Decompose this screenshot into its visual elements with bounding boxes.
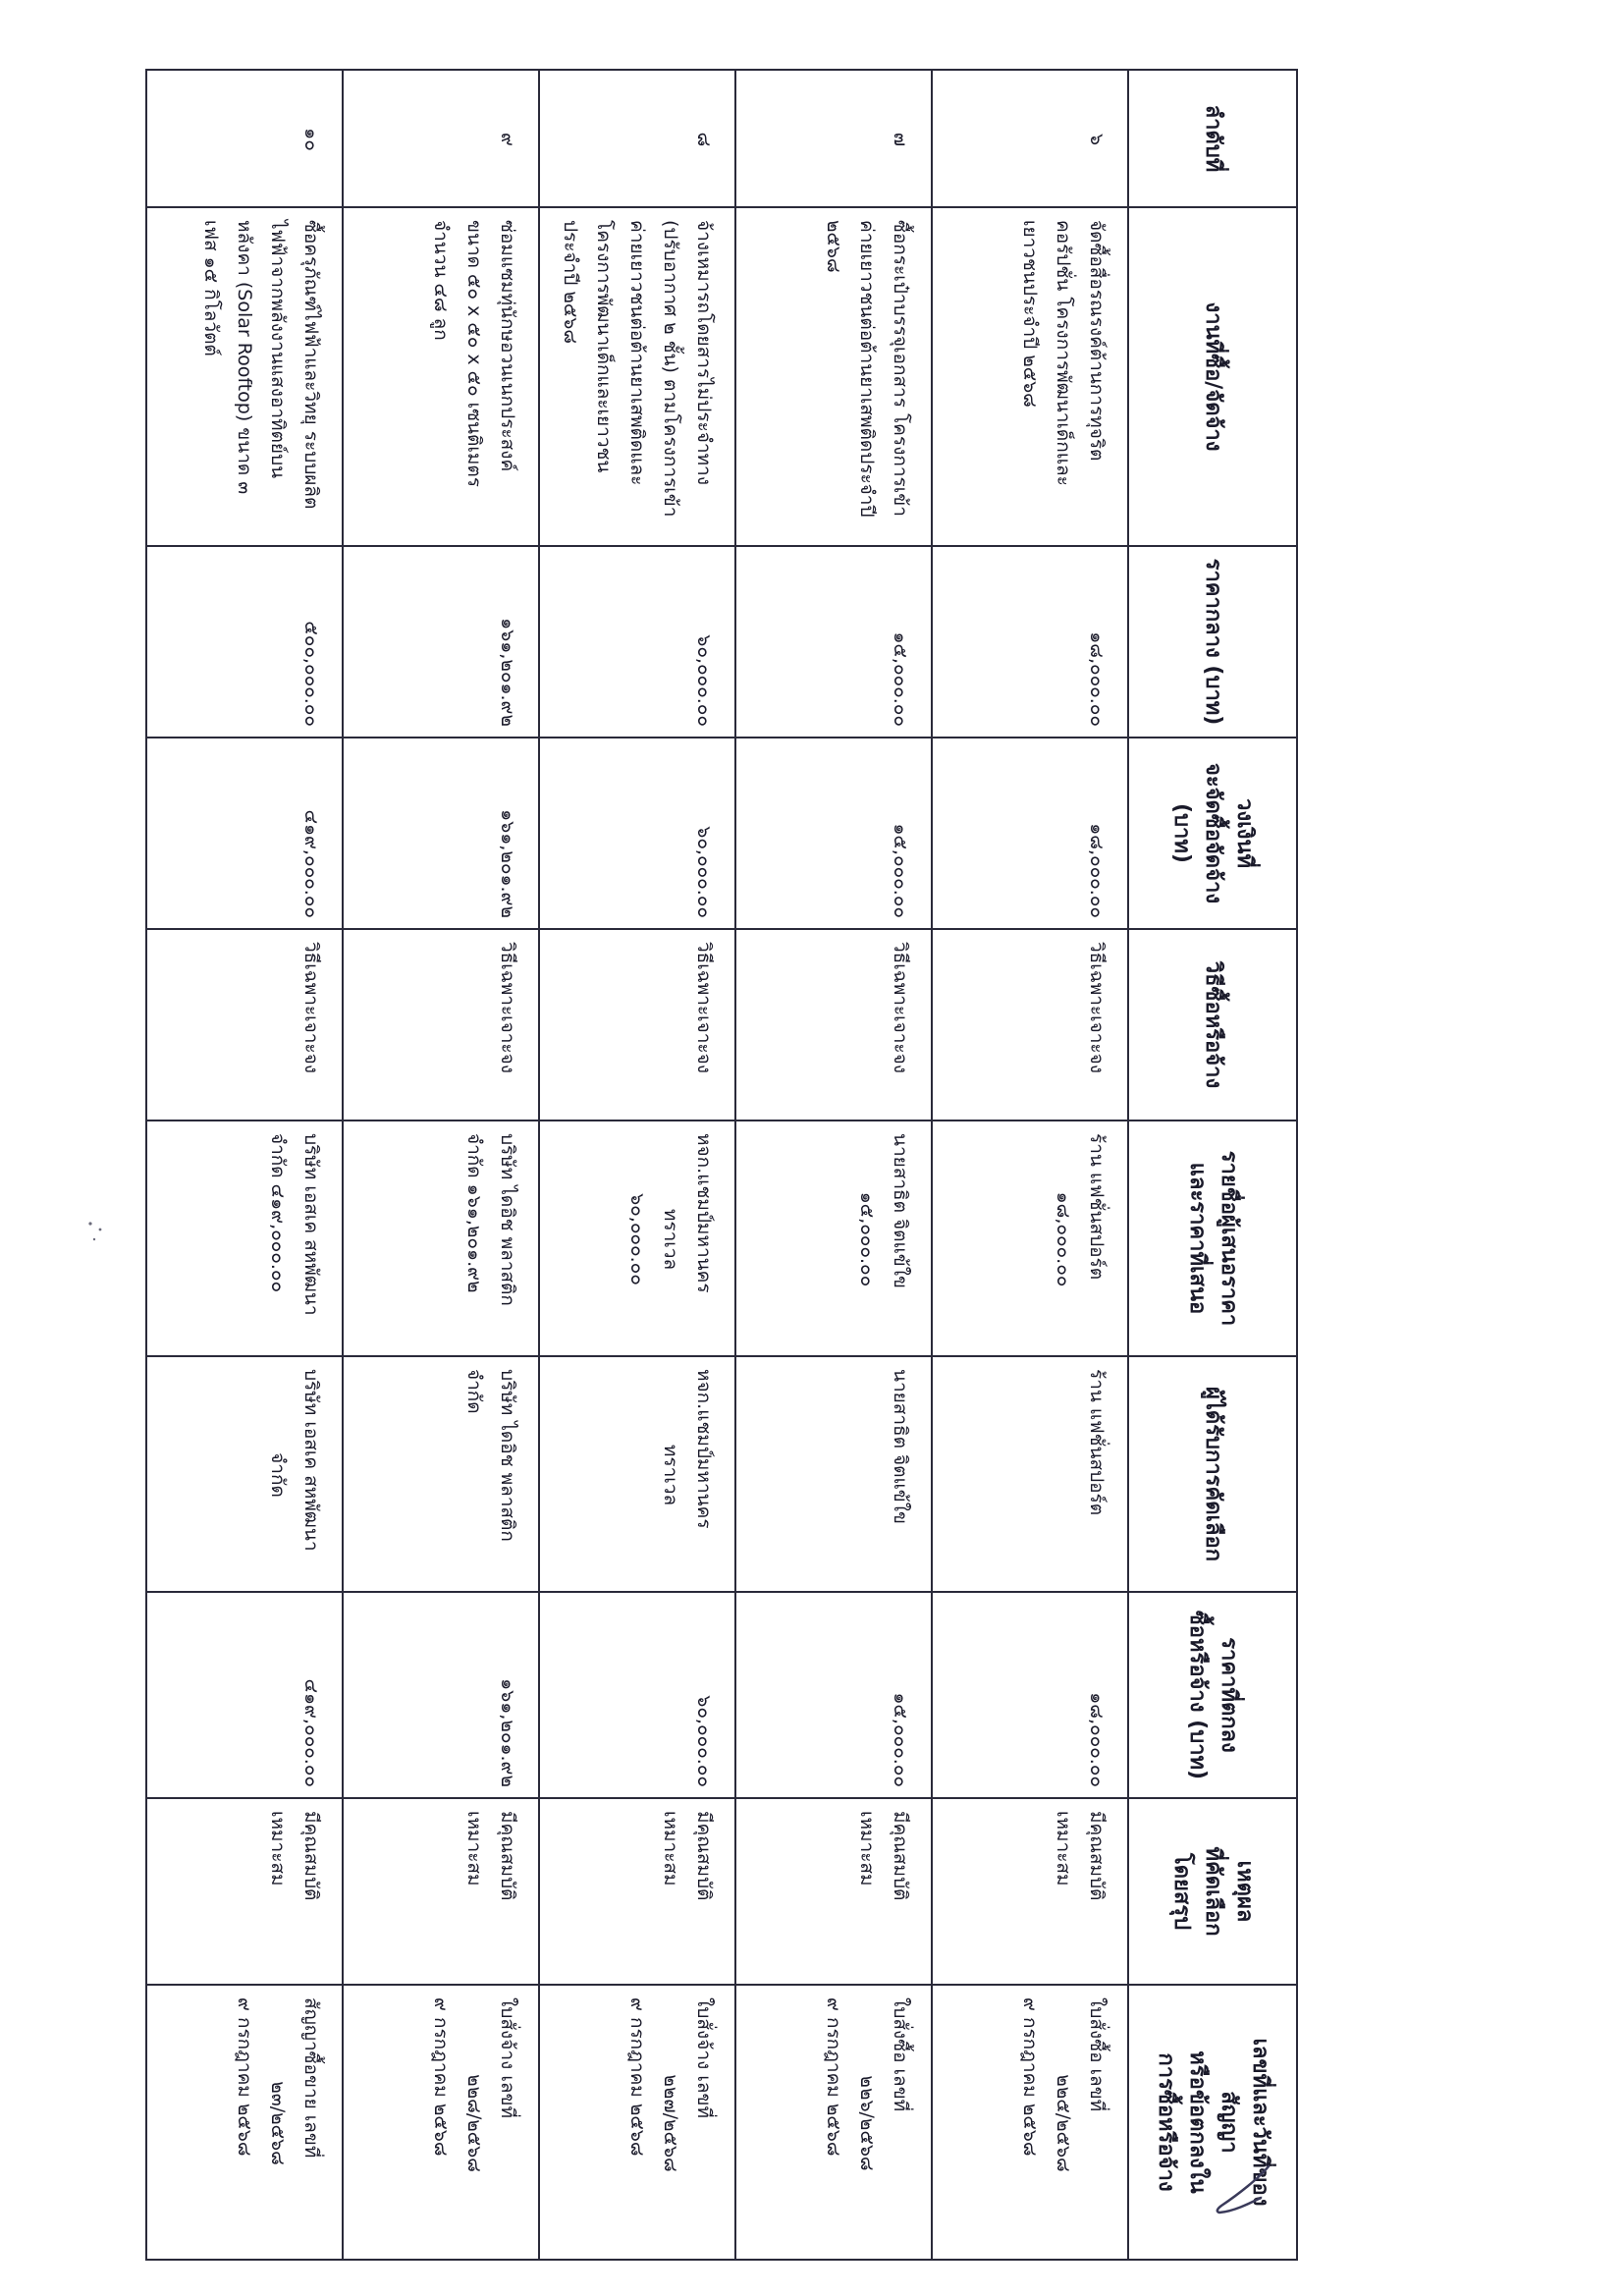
cell-item: ซ่อมแซมทุ่นักษอวนเนกประสงค์ ขนาด ๕๐ x ๕๐ x ๕๐ เซนติเมตร จำนวน ๔๘ ลูก — [343, 207, 539, 546]
cell-budget: ๖๐,๐๐๐.๐๐ — [539, 738, 735, 929]
cell-no: ๘ — [539, 70, 735, 207]
signature-mark-icon — [1210, 2160, 1278, 2219]
cell-no: ๗ — [735, 70, 932, 207]
cell-winner: นายสาธิต จิตแข้ใข — [735, 1356, 932, 1592]
cell-agreed-price: ๑๕,๐๐๐.๐๐ — [735, 1592, 932, 1798]
cell-item: จัดซื้อสื่อรณรงค์ต้านการทุจริต คอรัปชั่น โครงการพัฒนาเด็กและ เยาวชนประจำปี ๒๕๖๘ — [932, 207, 1128, 546]
cell-agreed-price: ๑๖๑,๒๐๑.๙๒ — [343, 1592, 539, 1798]
cell-budget: ๑๖๑,๒๐๑.๙๒ — [343, 738, 539, 929]
cell-reason: มีคุณสมบัติ เหมาะสม — [343, 1798, 539, 1985]
header-reason: เหตุผล ที่คัดเลือก โดยสรุป — [1128, 1798, 1297, 1985]
header-method: วิธีซื้อหรือจ้าง — [1128, 929, 1297, 1121]
cell-reason: มีคุณสมบัติ เหมาะสม — [146, 1798, 343, 1985]
cell-agreed-price: ๖๐,๐๐๐.๐๐ — [539, 1592, 735, 1798]
cell-budget: ๔๑๙,๐๐๐.๐๐ — [146, 738, 343, 929]
cell-contract: สัญญาซื้อขาย เลขที่ ๒๓/๒๕๖๘ ๙ กรกฎาคม ๒๕๖๘ — [146, 1985, 343, 2260]
cell-no: ๖ — [932, 70, 1128, 207]
cell-bidders: บริษัท เอสเค สหพัฒนา จำกัด ๔๑๙,๐๐๐.๐๐ — [146, 1121, 343, 1356]
cell-winner: บริษัท เอสเค สหพัฒนา จำกัด — [146, 1356, 343, 1592]
header-median-price: ราคากลาง (บาท) — [1128, 546, 1297, 738]
cell-agreed-price: ๔๑๙,๐๐๐.๐๐ — [146, 1592, 343, 1798]
table-row — [735, 70, 932, 2260]
procurement-table — [145, 69, 1298, 2261]
cell-method: วิธีเฉพาะเจาะจง — [932, 929, 1128, 1121]
table-header-row — [1128, 70, 1297, 2260]
cell-winner: ร้าน แฟชั่นสปอร์ต — [932, 1356, 1128, 1592]
cell-bidders: บริษัท ไดอิช พลาสติก จำกัด ๑๖๑,๒๐๑.๙๒ — [343, 1121, 539, 1356]
cell-bidders: นายสาธิต จิตแข้ใข ๑๕,๐๐๐.๐๐ — [735, 1121, 932, 1356]
header-contract: เลขที่และวันที่ของ สัญญา หรือข้อตกลงใน การซื้อหรือจ้าง — [1128, 1985, 1297, 2260]
cell-contract: ใบสั่งซื้อ เลขที่ ๒๒๕/๒๕๖๘ ๙ กรกฎาคม ๒๕๖๘ — [932, 1985, 1128, 2260]
header-bidders: รายชื่อผู้เสนอราคา และราคาที่เสนอ — [1128, 1121, 1297, 1356]
cell-bidders: ร้าน แฟชั่นสปอร์ต ๑๘,๐๐๐.๐๐ — [932, 1121, 1128, 1356]
cell-median-price: ๖๐,๐๐๐.๐๐ — [539, 546, 735, 738]
cell-contract: ใบสั่งจ้าง เลขที่ ๒๒๘/๒๕๖๘ ๙ กรกฎาคม ๒๕๖๘ — [343, 1985, 539, 2260]
cell-median-price: ๑๕,๐๐๐.๐๐ — [735, 546, 932, 738]
header-agreed-price: ราคาที่ตกลง ซื้อหรือจ้าง (บาท) — [1128, 1592, 1297, 1798]
table-row — [539, 70, 735, 2260]
cell-reason: มีคุณสมบัติ เหมาะสม — [735, 1798, 932, 1985]
header-item: งานที่ซื้อ/จัดจ้าง — [1128, 207, 1297, 546]
cell-bidders: หจก.แชมป์มหานคร ทราเวล ๖๐,๐๐๐.๐๐ — [539, 1121, 735, 1356]
cell-reason: มีคุณสมบัติ เหมาะสม — [932, 1798, 1128, 1985]
table-row — [932, 70, 1128, 2260]
scan-speck-icon — [84, 1210, 124, 1249]
cell-method: วิธีเฉพาะเจาะจง — [343, 929, 539, 1121]
cell-budget: ๑๘,๐๐๐.๐๐ — [932, 738, 1128, 929]
cell-item: ซื้อกระเป๋าบรรจุเอกสาร โครงการเข้า ค่ายเยาวชนต่อต้านยาเสพติดประจำปี ๒๕๖๘ — [735, 207, 932, 546]
table-row — [146, 70, 343, 2260]
cell-reason: มีคุณสมบัติ เหมาะสม — [539, 1798, 735, 1985]
cell-contract: ใบสั่งซื้อ เลขที่ ๒๒๖/๒๕๖๘ ๙ กรกฎาคม ๒๕๖๘ — [735, 1985, 932, 2260]
cell-item: ซื้อครุภัณฑ์ไฟฟ้าและวิทยุ ระบบผลิต ไฟฟ้าจากพลังงานแสงอาทิตย์บน หลังคา (Solar Rooftop) ขนาด ๓ เฟส ๑๕ กิโลวัตต์ — [146, 207, 343, 546]
header-no: ลำดับที่ — [1128, 70, 1297, 207]
cell-item: จ้างเหมารถโดยสารไม่ประจำทาง (ปรับอากาศ ๒ ชั้น) ตามโครงการเข้า ค่ายเยาวชนต่อต้านยาเสพติดและ โครงการพัฒนาเด็กและเยาวชน ประจำปี ๒๕๖๘ — [539, 207, 735, 546]
header-budget: วงเงินที่ จะจัดซื้อจัดจ้าง (บาท) — [1128, 738, 1297, 929]
cell-winner: บริษัท ไดอิช พลาสติก จำกัด — [343, 1356, 539, 1592]
cell-no: ๑๐ — [146, 70, 343, 207]
cell-median-price: ๕๐๐,๐๐๐.๐๐ — [146, 546, 343, 738]
cell-method: วิธีเฉพาะเจาะจง — [735, 929, 932, 1121]
cell-contract: ใบสั่งจ้าง เลขที่ ๒๒๗/๒๕๖๘ ๙ กรกฎาคม ๒๕๖๘ — [539, 1985, 735, 2260]
cell-agreed-price: ๑๘,๐๐๐.๐๐ — [932, 1592, 1128, 1798]
cell-budget: ๑๕,๐๐๐.๐๐ — [735, 738, 932, 929]
cell-method: วิธีเฉพาะเจาะจง — [146, 929, 343, 1121]
cell-no: ๙ — [343, 70, 539, 207]
table-row — [343, 70, 539, 2260]
cell-winner: หจก.แชมป์มหานคร ทราเวล — [539, 1356, 735, 1592]
cell-method: วิธีเฉพาะเจาะจง — [539, 929, 735, 1121]
cell-median-price: ๑๖๑,๒๐๑.๙๒ — [343, 546, 539, 738]
rotated-page — [147, 69, 1298, 2259]
header-winner: ผู้ได้รับการคัดเลือก — [1128, 1356, 1297, 1592]
cell-median-price: ๑๘,๐๐๐.๐๐ — [932, 546, 1128, 738]
table-body — [146, 70, 1128, 2260]
